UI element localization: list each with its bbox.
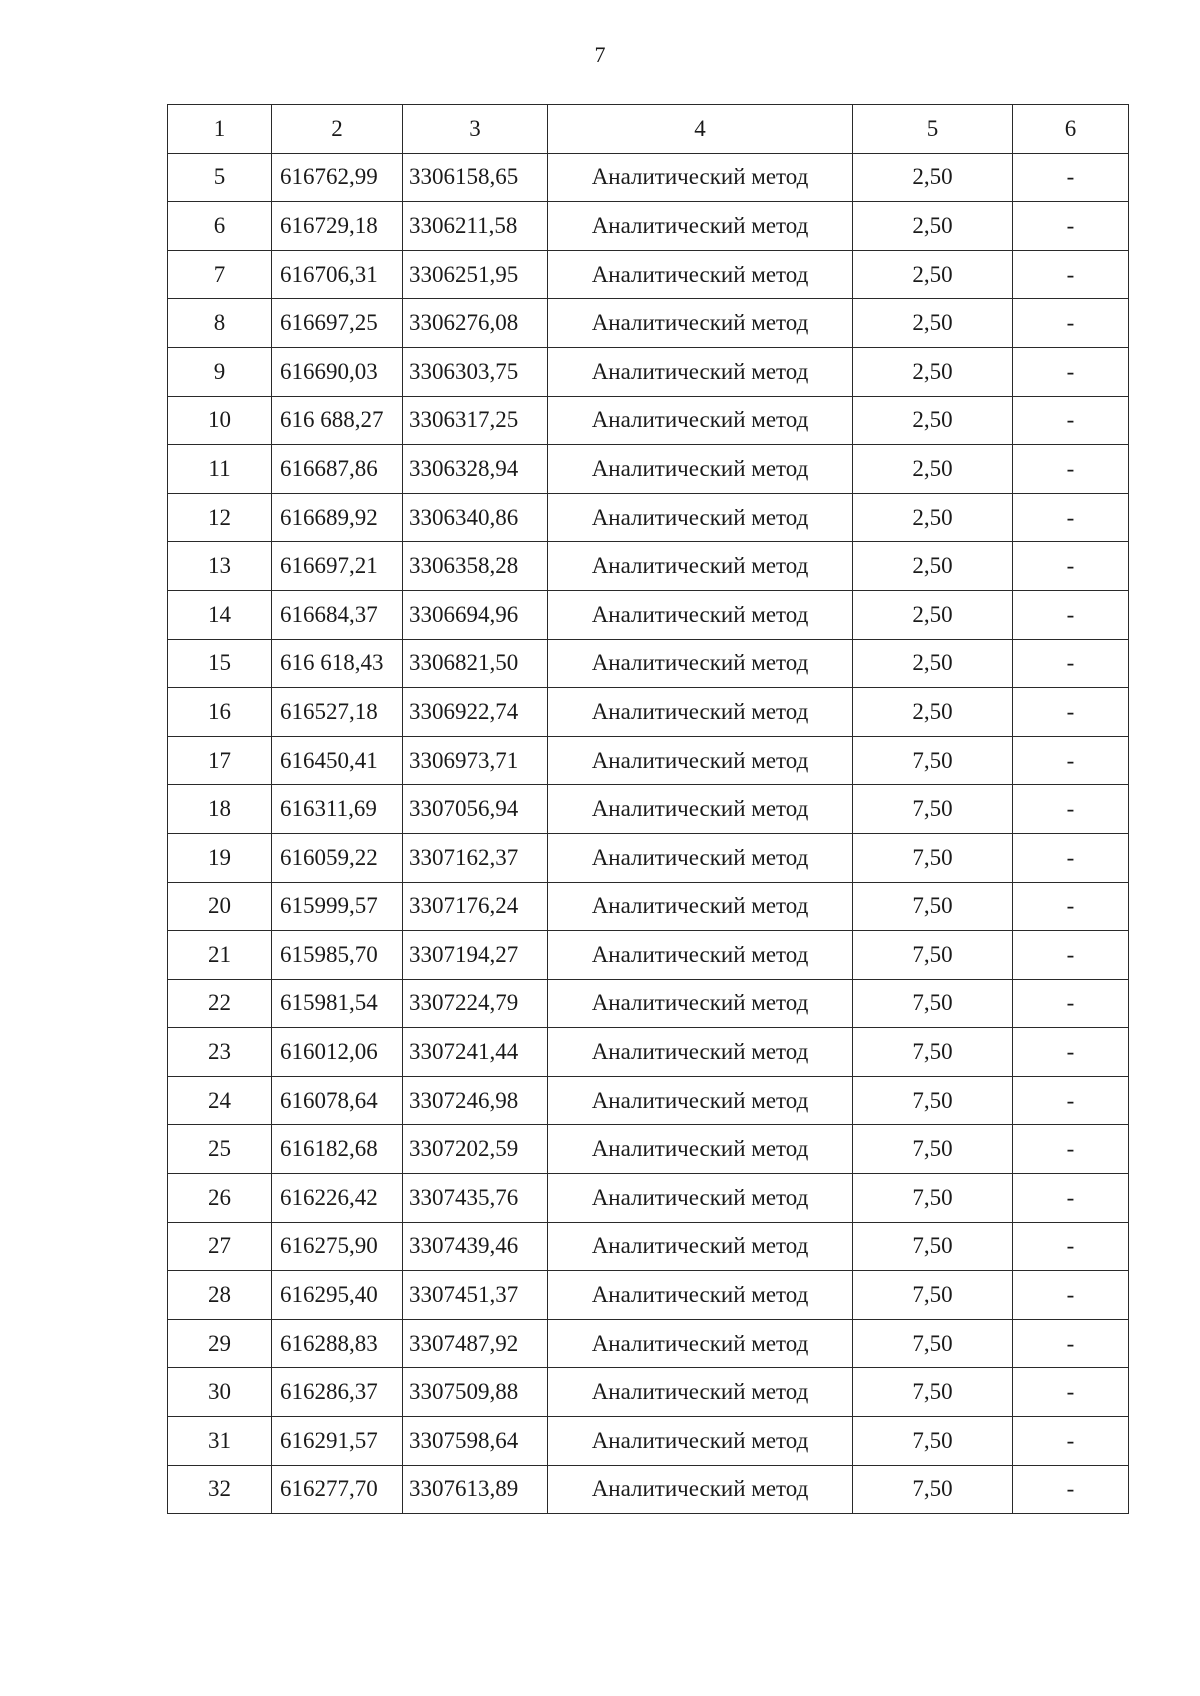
y-coordinate-cell: 3307487,92: [403, 1319, 548, 1368]
y-coordinate-cell: 3307162,37: [403, 833, 548, 882]
note-cell: -: [1013, 396, 1129, 445]
accuracy-cell: 2,50: [853, 590, 1013, 639]
table-row: [168, 1222, 1129, 1271]
table-row: [168, 347, 1129, 396]
method-cell: Аналитический метод: [548, 931, 853, 980]
note-cell: -: [1013, 688, 1129, 737]
column-header-2: 2: [272, 105, 403, 154]
y-coordinate-cell: 3306317,25: [403, 396, 548, 445]
y-coordinate-cell: 3306922,74: [403, 688, 548, 737]
accuracy-cell: 2,50: [853, 493, 1013, 542]
method-cell: Аналитический метод: [548, 1368, 853, 1417]
x-coordinate-cell: 616762,99: [272, 153, 403, 202]
table-row: [168, 202, 1129, 251]
table-row: [168, 542, 1129, 591]
y-coordinate-cell: 3306821,50: [403, 639, 548, 688]
point-number-cell: 8: [168, 299, 272, 348]
point-number-cell: 29: [168, 1319, 272, 1368]
method-cell: Аналитический метод: [548, 882, 853, 931]
table-row: [168, 1076, 1129, 1125]
x-coordinate-cell: 616226,42: [272, 1174, 403, 1223]
x-coordinate-cell: 616277,70: [272, 1465, 403, 1514]
point-number-cell: 19: [168, 833, 272, 882]
note-cell: -: [1013, 1465, 1129, 1514]
table-row: [168, 493, 1129, 542]
table-row: [168, 639, 1129, 688]
note-cell: -: [1013, 833, 1129, 882]
point-number-cell: 18: [168, 785, 272, 834]
accuracy-cell: 7,50: [853, 1222, 1013, 1271]
note-cell: -: [1013, 1368, 1129, 1417]
x-coordinate-cell: 616697,21: [272, 542, 403, 591]
point-number-cell: 13: [168, 542, 272, 591]
point-number-cell: 5: [168, 153, 272, 202]
y-coordinate-cell: 3306158,65: [403, 153, 548, 202]
accuracy-cell: 2,50: [853, 153, 1013, 202]
method-cell: Аналитический метод: [548, 639, 853, 688]
accuracy-cell: 2,50: [853, 299, 1013, 348]
table-row: [168, 1417, 1129, 1466]
accuracy-cell: 7,50: [853, 1417, 1013, 1466]
method-cell: Аналитический метод: [548, 1271, 853, 1320]
column-header-1: 1: [168, 105, 272, 154]
method-cell: Аналитический метод: [548, 1028, 853, 1077]
x-coordinate-cell: 616690,03: [272, 347, 403, 396]
table-row: [168, 882, 1129, 931]
y-coordinate-cell: 3306328,94: [403, 445, 548, 494]
note-cell: -: [1013, 882, 1129, 931]
method-cell: Аналитический метод: [548, 542, 853, 591]
table-row: [168, 590, 1129, 639]
x-coordinate-cell: 616729,18: [272, 202, 403, 251]
note-cell: -: [1013, 250, 1129, 299]
table-body: [168, 153, 1129, 1514]
accuracy-cell: 2,50: [853, 445, 1013, 494]
accuracy-cell: 2,50: [853, 688, 1013, 737]
note-cell: -: [1013, 347, 1129, 396]
method-cell: Аналитический метод: [548, 688, 853, 737]
y-coordinate-cell: 3307224,79: [403, 979, 548, 1028]
x-coordinate-cell: 616 688,27: [272, 396, 403, 445]
note-cell: -: [1013, 153, 1129, 202]
y-coordinate-cell: 3306251,95: [403, 250, 548, 299]
accuracy-cell: 7,50: [853, 979, 1013, 1028]
x-coordinate-cell: 616295,40: [272, 1271, 403, 1320]
method-cell: Аналитический метод: [548, 202, 853, 251]
accuracy-cell: 7,50: [853, 785, 1013, 834]
accuracy-cell: 7,50: [853, 1125, 1013, 1174]
note-cell: -: [1013, 445, 1129, 494]
x-coordinate-cell: 616275,90: [272, 1222, 403, 1271]
y-coordinate-cell: 3306211,58: [403, 202, 548, 251]
note-cell: -: [1013, 1271, 1129, 1320]
point-number-cell: 16: [168, 688, 272, 737]
note-cell: -: [1013, 299, 1129, 348]
note-cell: -: [1013, 202, 1129, 251]
x-coordinate-cell: 616288,83: [272, 1319, 403, 1368]
coordinates-table: [167, 104, 1129, 1514]
y-coordinate-cell: 3307246,98: [403, 1076, 548, 1125]
method-cell: Аналитический метод: [548, 347, 853, 396]
accuracy-cell: 2,50: [853, 639, 1013, 688]
table-row: [168, 785, 1129, 834]
accuracy-cell: 2,50: [853, 396, 1013, 445]
table-row: [168, 979, 1129, 1028]
point-number-cell: 26: [168, 1174, 272, 1223]
note-cell: -: [1013, 1319, 1129, 1368]
x-coordinate-cell: 616687,86: [272, 445, 403, 494]
point-number-cell: 17: [168, 736, 272, 785]
accuracy-cell: 2,50: [853, 250, 1013, 299]
note-cell: -: [1013, 1417, 1129, 1466]
table-row: [168, 250, 1129, 299]
accuracy-cell: 7,50: [853, 882, 1013, 931]
point-number-cell: 7: [168, 250, 272, 299]
y-coordinate-cell: 3307241,44: [403, 1028, 548, 1077]
note-cell: -: [1013, 1125, 1129, 1174]
table-row: [168, 1319, 1129, 1368]
x-coordinate-cell: 615985,70: [272, 931, 403, 980]
header-row: [168, 105, 1129, 154]
table-row: [168, 833, 1129, 882]
table-row: [168, 396, 1129, 445]
accuracy-cell: 2,50: [853, 202, 1013, 251]
x-coordinate-cell: 616311,69: [272, 785, 403, 834]
method-cell: Аналитический метод: [548, 250, 853, 299]
accuracy-cell: 7,50: [853, 1319, 1013, 1368]
note-cell: -: [1013, 1076, 1129, 1125]
y-coordinate-cell: 3307202,59: [403, 1125, 548, 1174]
point-number-cell: 10: [168, 396, 272, 445]
y-coordinate-cell: 3307509,88: [403, 1368, 548, 1417]
method-cell: Аналитический метод: [548, 736, 853, 785]
accuracy-cell: 7,50: [853, 833, 1013, 882]
column-header-5: 5: [853, 105, 1013, 154]
table-row: [168, 1368, 1129, 1417]
y-coordinate-cell: 3307194,27: [403, 931, 548, 980]
point-number-cell: 22: [168, 979, 272, 1028]
point-number-cell: 27: [168, 1222, 272, 1271]
accuracy-cell: 7,50: [853, 1271, 1013, 1320]
point-number-cell: 15: [168, 639, 272, 688]
accuracy-cell: 2,50: [853, 347, 1013, 396]
method-cell: Аналитический метод: [548, 785, 853, 834]
accuracy-cell: 2,50: [853, 542, 1013, 591]
note-cell: -: [1013, 1222, 1129, 1271]
accuracy-cell: 7,50: [853, 1465, 1013, 1514]
x-coordinate-cell: 616286,37: [272, 1368, 403, 1417]
note-cell: -: [1013, 1174, 1129, 1223]
point-number-cell: 21: [168, 931, 272, 980]
point-number-cell: 6: [168, 202, 272, 251]
accuracy-cell: 7,50: [853, 736, 1013, 785]
x-coordinate-cell: 616689,92: [272, 493, 403, 542]
point-number-cell: 12: [168, 493, 272, 542]
method-cell: Аналитический метод: [548, 1125, 853, 1174]
x-coordinate-cell: 616078,64: [272, 1076, 403, 1125]
y-coordinate-cell: 3307176,24: [403, 882, 548, 931]
method-cell: Аналитический метод: [548, 1222, 853, 1271]
note-cell: -: [1013, 639, 1129, 688]
x-coordinate-cell: 616 618,43: [272, 639, 403, 688]
y-coordinate-cell: 3307439,46: [403, 1222, 548, 1271]
method-cell: Аналитический метод: [548, 590, 853, 639]
column-header-6: 6: [1013, 105, 1129, 154]
x-coordinate-cell: 616450,41: [272, 736, 403, 785]
table-row: [168, 299, 1129, 348]
x-coordinate-cell: 616182,68: [272, 1125, 403, 1174]
point-number-cell: 32: [168, 1465, 272, 1514]
table-header: [168, 105, 1129, 154]
y-coordinate-cell: 3306973,71: [403, 736, 548, 785]
accuracy-cell: 7,50: [853, 1174, 1013, 1223]
accuracy-cell: 7,50: [853, 1028, 1013, 1077]
method-cell: Аналитический метод: [548, 979, 853, 1028]
table-row: [168, 1271, 1129, 1320]
x-coordinate-cell: 616527,18: [272, 688, 403, 737]
point-number-cell: 24: [168, 1076, 272, 1125]
table-row: [168, 445, 1129, 494]
method-cell: Аналитический метод: [548, 1076, 853, 1125]
x-coordinate-cell: 616291,57: [272, 1417, 403, 1466]
note-cell: -: [1013, 931, 1129, 980]
note-cell: -: [1013, 736, 1129, 785]
method-cell: Аналитический метод: [548, 396, 853, 445]
table-row: [168, 688, 1129, 737]
method-cell: Аналитический метод: [548, 445, 853, 494]
note-cell: -: [1013, 590, 1129, 639]
y-coordinate-cell: 3307598,64: [403, 1417, 548, 1466]
x-coordinate-cell: 616697,25: [272, 299, 403, 348]
table-row: [168, 153, 1129, 202]
note-cell: -: [1013, 979, 1129, 1028]
note-cell: -: [1013, 493, 1129, 542]
y-coordinate-cell: 3307056,94: [403, 785, 548, 834]
note-cell: -: [1013, 785, 1129, 834]
table-row: [168, 1125, 1129, 1174]
y-coordinate-cell: 3306303,75: [403, 347, 548, 396]
x-coordinate-cell: 615999,57: [272, 882, 403, 931]
table-row: [168, 1174, 1129, 1223]
point-number-cell: 30: [168, 1368, 272, 1417]
column-header-4: 4: [548, 105, 853, 154]
x-coordinate-cell: 616059,22: [272, 833, 403, 882]
y-coordinate-cell: 3306694,96: [403, 590, 548, 639]
accuracy-cell: 7,50: [853, 1368, 1013, 1417]
point-number-cell: 14: [168, 590, 272, 639]
y-coordinate-cell: 3307451,37: [403, 1271, 548, 1320]
x-coordinate-cell: 616012,06: [272, 1028, 403, 1077]
table-row: [168, 1028, 1129, 1077]
point-number-cell: 9: [168, 347, 272, 396]
note-cell: -: [1013, 542, 1129, 591]
point-number-cell: 31: [168, 1417, 272, 1466]
accuracy-cell: 7,50: [853, 931, 1013, 980]
method-cell: Аналитический метод: [548, 1417, 853, 1466]
table-row: [168, 1465, 1129, 1514]
table-row: [168, 931, 1129, 980]
note-cell: -: [1013, 1028, 1129, 1077]
page-number: 7: [594, 42, 606, 67]
point-number-cell: 11: [168, 445, 272, 494]
method-cell: Аналитический метод: [548, 1174, 853, 1223]
method-cell: Аналитический метод: [548, 153, 853, 202]
x-coordinate-cell: 616684,37: [272, 590, 403, 639]
method-cell: Аналитический метод: [548, 1319, 853, 1368]
point-number-cell: 28: [168, 1271, 272, 1320]
y-coordinate-cell: 3306276,08: [403, 299, 548, 348]
point-number-cell: 25: [168, 1125, 272, 1174]
accuracy-cell: 7,50: [853, 1076, 1013, 1125]
column-header-3: 3: [403, 105, 548, 154]
x-coordinate-cell: 615981,54: [272, 979, 403, 1028]
x-coordinate-cell: 616706,31: [272, 250, 403, 299]
y-coordinate-cell: 3307613,89: [403, 1465, 548, 1514]
point-number-cell: 23: [168, 1028, 272, 1077]
point-number-cell: 20: [168, 882, 272, 931]
y-coordinate-cell: 3306358,28: [403, 542, 548, 591]
method-cell: Аналитический метод: [548, 1465, 853, 1514]
method-cell: Аналитический метод: [548, 493, 853, 542]
method-cell: Аналитический метод: [548, 299, 853, 348]
method-cell: Аналитический метод: [548, 833, 853, 882]
table-row: [168, 736, 1129, 785]
y-coordinate-cell: 3307435,76: [403, 1174, 548, 1223]
y-coordinate-cell: 3306340,86: [403, 493, 548, 542]
